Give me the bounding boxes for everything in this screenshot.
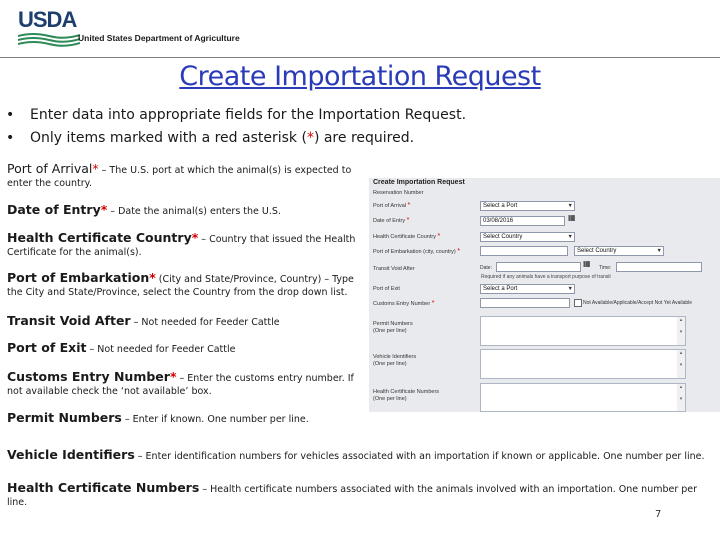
select-value: Select a Port (483, 286, 518, 292)
bullet-text: Only items marked with a red asterisk ( (30, 130, 307, 146)
calendar-icon[interactable]: ▦ (568, 213, 576, 222)
transit-time-label: Time: (599, 265, 612, 271)
form-title: Create Importation Request (373, 179, 465, 186)
red-asterisk: * (100, 202, 108, 217)
one-per-line-note: (One per line) (373, 396, 407, 402)
field-name: Transit Void After (7, 313, 131, 328)
not-available-checkbox[interactable] (574, 299, 582, 307)
select-value: Select a Port (483, 203, 518, 209)
scrollbar[interactable]: ▴ ▾ (677, 317, 685, 345)
embarkation-country-select[interactable] (574, 246, 664, 256)
hc-numbers-textarea[interactable] (480, 383, 686, 412)
field-name: Customs Entry Number (7, 369, 170, 384)
form-label-permit-numbers: Permit Numbers (373, 321, 413, 327)
port-of-exit-select[interactable] (480, 284, 575, 294)
form-screenshot (369, 178, 720, 412)
field-name: Port of Exit (7, 340, 87, 355)
red-asterisk: * (92, 161, 99, 176)
vehicle-identifiers-textarea[interactable] (480, 349, 686, 379)
field-health-certificate-numbers (7, 481, 715, 509)
chevron-down-icon: ▼ (656, 248, 662, 254)
transit-time-input[interactable] (616, 262, 702, 272)
usda-logo-waves (18, 32, 80, 48)
field-desc: – The U.S. port at which the animal(s) is expected to enter the country. (7, 165, 352, 189)
scrollbar[interactable]: ▴ ▾ (677, 384, 685, 411)
field-desc: (City and State/Province, Country) – Type the City and State/Province, select the Country from the drop down list. (7, 274, 354, 298)
chevron-down-icon: ▼ (567, 286, 573, 292)
form-label-text: Customs Entry Number (373, 301, 431, 307)
form-label-port-of-exit: Port of Exit (373, 286, 400, 292)
department-name: United States Department of Agriculture (78, 33, 240, 43)
field-desc: – Enter the customs entry number. If not available check the ‘not available’ box. (7, 373, 354, 397)
transit-date-label: Date: (480, 265, 492, 271)
field-customs-entry-number (7, 370, 359, 398)
hc-country-select[interactable] (480, 232, 575, 242)
chevron-down-icon: ▼ (567, 203, 573, 209)
bullet-list (6, 104, 466, 150)
field-port-of-arrival (7, 162, 359, 190)
field-vehicle-identifiers (7, 448, 715, 463)
usda-logo (18, 8, 80, 48)
form-label-port-of-arrival (373, 202, 410, 209)
form-label-hc-numbers: Health Certificate Numbers (373, 389, 440, 395)
form-label-vehicle-identifiers: Vehicle Identifiers (373, 354, 417, 360)
red-asterisk: * (437, 233, 441, 240)
form-label-embarkation (373, 248, 460, 255)
form-label-transit-void: Transit Void After (373, 266, 415, 272)
red-asterisk: * (306, 130, 314, 146)
bullet-item (6, 127, 466, 150)
bullet-marker: • (6, 130, 15, 146)
bullet-item (6, 104, 466, 127)
field-name: Permit Numbers (7, 410, 122, 425)
field-desc: – Date the animal(s) enters the U.S. (107, 206, 281, 217)
page-title: Create Importation Request (179, 61, 541, 92)
field-desc: – Not needed for Feeder Cattle (130, 317, 280, 328)
bullet-marker: • (6, 107, 15, 123)
field-desc: – Not needed for Feeder Cattle (86, 344, 236, 355)
red-asterisk: * (457, 248, 460, 255)
page-number: 7 (655, 509, 662, 520)
red-asterisk: * (169, 369, 177, 384)
field-port-of-exit (7, 341, 359, 356)
date-of-entry-input[interactable] (480, 216, 565, 226)
red-asterisk: * (431, 300, 435, 307)
select-value: Select Country (577, 248, 617, 254)
field-desc: – Enter if known. One number per line. (121, 414, 309, 425)
form-label-text: Date of Entry (373, 218, 406, 224)
transit-required-note: Required if any animals have a transport purpose of transit (481, 274, 611, 280)
red-asterisk: * (407, 202, 411, 209)
scrollbar[interactable]: ▴ ▾ (677, 350, 685, 378)
field-name: Health Certificate Numbers (7, 480, 200, 495)
form-label-hc-country (373, 233, 440, 240)
one-per-line-note: (One per line) (373, 328, 407, 334)
embarkation-city-input[interactable] (480, 246, 568, 256)
input-value: 03/08/2016 (483, 218, 514, 224)
field-desc: – Health certificate numbers associated with the animals involved with an importation. One number per line. (7, 484, 698, 508)
chevron-down-icon: ▼ (567, 234, 573, 240)
field-date-of-entry (7, 203, 359, 218)
field-name: Port of Embarkation (7, 270, 150, 285)
form-label-text: Port of Arrival (373, 203, 407, 209)
field-permit-numbers (7, 411, 359, 426)
form-label-date-of-entry (373, 217, 409, 224)
select-value: Select Country (483, 234, 523, 240)
form-label-reservation-number: Reservation Number (373, 190, 424, 196)
customs-entry-input[interactable] (480, 298, 570, 308)
field-health-certificate-country (7, 231, 359, 259)
field-name: Vehicle Identifiers (7, 447, 135, 462)
field-name: Port of Arrival (7, 161, 93, 176)
red-asterisk: * (406, 217, 410, 224)
form-label-text: Port of Embarkation (city, country) (373, 249, 456, 255)
not-available-label: Not Available/Applicable/Accept Not Yet Available (583, 300, 693, 306)
field-desc: – Enter identification numbers for vehicles associated with an importation if known or applicable. One number per line. (134, 451, 705, 462)
field-name: Date of Entry (7, 202, 101, 217)
field-transit-void-after (7, 314, 359, 329)
bullet-text-end: ) are required. (313, 130, 415, 146)
usda-logo-text: USDA (18, 7, 77, 32)
transit-date-input[interactable] (496, 262, 581, 272)
port-of-arrival-select[interactable] (480, 201, 575, 211)
red-asterisk: * (149, 270, 156, 285)
field-name: Health Certificate Country (7, 230, 192, 245)
calendar-icon[interactable]: ▦ (583, 259, 591, 268)
form-label-customs-entry (373, 300, 434, 307)
one-per-line-note: (One per line) (373, 361, 407, 367)
field-desc: – Country that issued the Health Certificate for the animal(s). (7, 234, 356, 258)
permit-numbers-textarea[interactable] (480, 316, 686, 346)
red-asterisk: * (191, 230, 199, 245)
form-label-text: Health Certificate Country (373, 234, 436, 240)
field-port-of-embarkation (7, 271, 359, 299)
bullet-text: Enter data into appropriate fields for the Importation Request. (30, 107, 467, 123)
